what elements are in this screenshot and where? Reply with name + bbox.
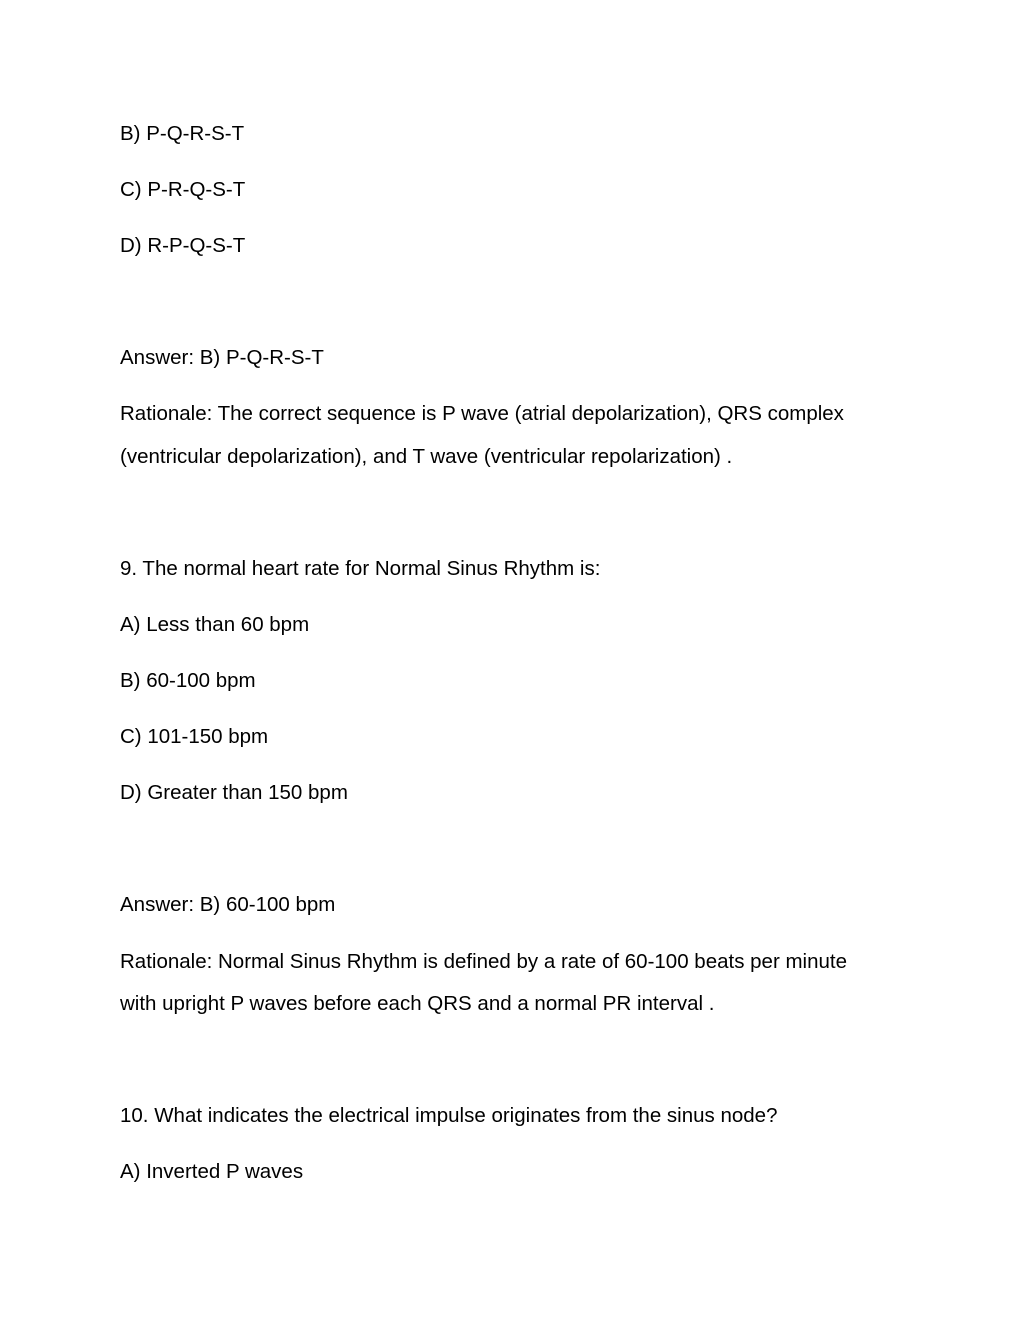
q9-question: 9. The normal heart rate for Normal Sinus Rhythm is: bbox=[120, 557, 601, 580]
q9-rationale-line-1: Rationale: Normal Sinus Rhythm is defined by a rate of 60-100 beats per minute bbox=[120, 950, 847, 973]
q9-option-d: D) Greater than 150 bpm bbox=[120, 781, 348, 804]
q10-question: 10. What indicates the electrical impulse originates from the sinus node? bbox=[120, 1104, 778, 1127]
q9-option-c: C) 101-150 bpm bbox=[120, 725, 269, 748]
q10-option-a: A) Inverted P waves bbox=[120, 1160, 304, 1183]
q9-option-a: A) Less than 60 bpm bbox=[120, 613, 310, 636]
q8-rationale-line-1: Rationale: The correct sequence is P wave (atrial depolarization), QRS complex bbox=[120, 402, 844, 425]
q9-option-b: B) 60-100 bpm bbox=[120, 669, 256, 692]
q8-answer: Answer: B) P-Q-R-S-T bbox=[120, 346, 324, 369]
q9-rationale-line-2: with upright P waves before each QRS and a normal PR interval . bbox=[120, 992, 715, 1015]
q8-rationale-line-2: (ventricular depolarization), and T wave (ventricular repolarization) . bbox=[120, 445, 733, 468]
q8-option-c: C) P-R-Q-S-T bbox=[120, 178, 246, 201]
q8-option-d: D) R-P-Q-S-T bbox=[120, 234, 246, 257]
q9-answer: Answer: B) 60-100 bpm bbox=[120, 893, 336, 916]
q8-option-b: B) P-Q-R-S-T bbox=[120, 122, 245, 145]
